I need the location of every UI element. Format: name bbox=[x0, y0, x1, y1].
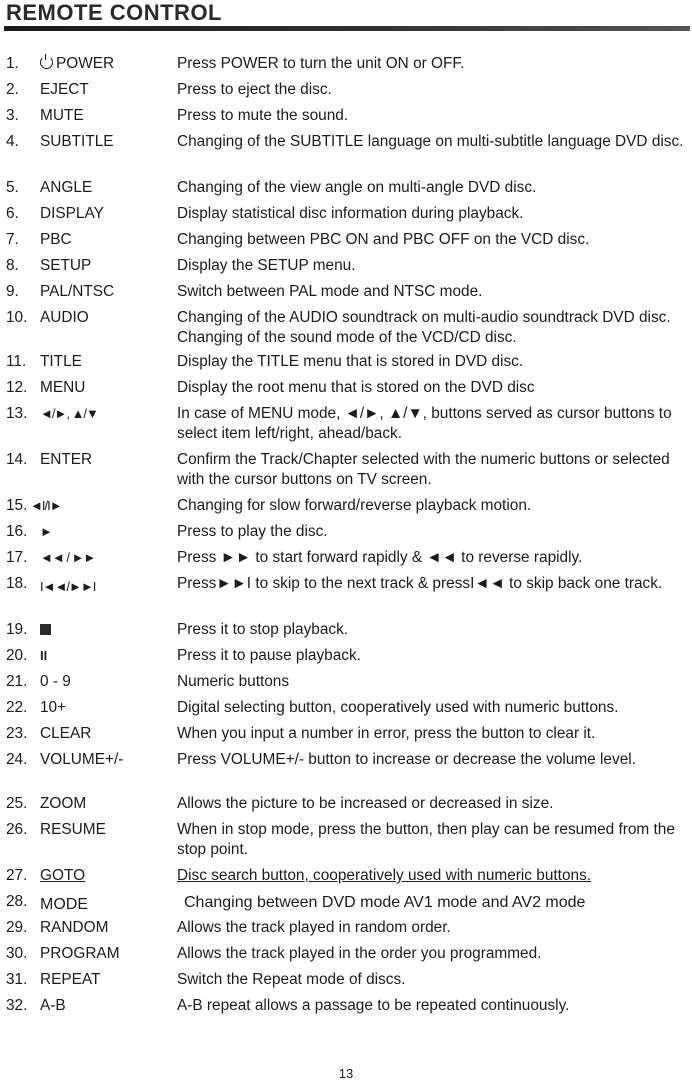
item-key: PBC bbox=[40, 231, 72, 248]
item-number: 19. bbox=[6, 621, 28, 638]
item-desc: Display the root menu that is stored on the DVD disc bbox=[177, 379, 535, 396]
title-rule bbox=[4, 26, 690, 31]
item-key: 10+ bbox=[40, 699, 67, 716]
item-desc: Press to mute the sound. bbox=[177, 107, 349, 124]
item-number: 4. bbox=[6, 133, 19, 150]
item-desc: When you input a number in error, press the button to clear it. bbox=[177, 725, 596, 742]
item-number: 18. bbox=[6, 575, 28, 592]
item-number: 24. bbox=[6, 751, 28, 768]
item-desc: Changing of the AUDIO soundtrack on multi-audio soundtrack DVD disc. Changing of the sound mode of the VCD/CD disc. bbox=[177, 309, 671, 346]
item-number: 30. bbox=[6, 945, 28, 962]
item-key bbox=[40, 54, 174, 74]
item-desc: Allows the picture to be increased or decreased in size. bbox=[177, 795, 554, 812]
item-number: 6. bbox=[6, 205, 19, 222]
item-desc: Changing between DVD mode AV1 mode and AV2 mode bbox=[184, 894, 586, 911]
item-desc: Changing of the SUBTITLE language on multi-subtitle language DVD disc. bbox=[177, 133, 684, 150]
item-number: 21. bbox=[6, 673, 28, 690]
item-desc: Press it to stop playback. bbox=[177, 621, 349, 638]
item-key-label: POWER bbox=[56, 55, 115, 72]
item-desc: Display the TITLE menu that is stored in DVD disc. bbox=[177, 353, 524, 370]
item-key: RANDOM bbox=[40, 919, 109, 936]
item-number: 12. bbox=[6, 379, 28, 396]
page-number: 13 bbox=[338, 1066, 354, 1081]
item-number: 22. bbox=[6, 699, 28, 716]
item-desc: Press it to pause playback. bbox=[177, 647, 361, 664]
item-key: RESUME bbox=[40, 821, 106, 838]
item-number: 16. bbox=[6, 523, 28, 540]
item-number: 13. bbox=[6, 405, 28, 422]
skip-track-icon: I◄◄/►►I bbox=[40, 579, 96, 594]
item-desc: Allows the track played in the order you programmed. bbox=[177, 945, 542, 962]
item-number: 7. bbox=[6, 231, 19, 248]
item-desc: Press POWER to turn the unit ON or OFF. bbox=[177, 55, 465, 72]
page-title: REMOTE CONTROL bbox=[6, 0, 222, 25]
item-number: 14. bbox=[6, 451, 28, 468]
item-number: 3. bbox=[6, 107, 19, 124]
item-desc: Changing for slow forward/reverse playback motion. bbox=[177, 497, 532, 514]
item-key: VOLUME+/- bbox=[40, 751, 124, 768]
item-number: 8. bbox=[6, 257, 19, 274]
item-desc: Disc search button, cooperatively used with numeric buttons. bbox=[177, 867, 592, 884]
slow-motion-icon: ◄I/I► bbox=[30, 498, 62, 513]
item-key: SUBTITLE bbox=[40, 133, 114, 150]
item-key: 0 - 9 bbox=[40, 673, 71, 690]
item-key: PROGRAM bbox=[40, 945, 120, 962]
item-key: MODE bbox=[40, 896, 88, 913]
item-key: CLEAR bbox=[40, 725, 92, 742]
item-number: 17. bbox=[6, 549, 28, 566]
item-desc: Display the SETUP menu. bbox=[177, 257, 356, 274]
item-desc: When in stop mode, press the button, then play can be resumed from the stop point. bbox=[177, 821, 675, 858]
item-desc: Press to play the disc. bbox=[177, 523, 328, 540]
pause-icon: II bbox=[40, 648, 48, 663]
item-key: AUDIO bbox=[40, 309, 89, 326]
item-key: SETUP bbox=[40, 257, 92, 274]
item-number: 5. bbox=[6, 179, 19, 196]
item-key: MUTE bbox=[40, 107, 84, 124]
item-key: EJECT bbox=[40, 81, 89, 98]
item-key: GOTO bbox=[40, 867, 86, 884]
item-number: 31. bbox=[6, 971, 28, 988]
fast-forward-rewind-icon: ◄◄ / ►► bbox=[40, 550, 96, 565]
power-icon bbox=[40, 56, 53, 69]
item-key: DISPLAY bbox=[40, 205, 104, 222]
item-number: 9. bbox=[6, 283, 19, 300]
item-key: PAL/NTSC bbox=[40, 283, 115, 300]
item-number: 10. bbox=[6, 309, 28, 326]
item-desc: A-B repeat allows a passage to be repeated continuously. bbox=[177, 997, 570, 1014]
item-desc: Press to eject the disc. bbox=[177, 81, 332, 98]
item-number: 23. bbox=[6, 725, 28, 742]
item-number: 2. bbox=[6, 81, 19, 98]
item-number: 11. bbox=[6, 353, 27, 370]
item-number: 26. bbox=[6, 821, 28, 838]
item-key: REPEAT bbox=[40, 971, 101, 988]
cursor-arrows-icon: ◄/►, ▲/▼ bbox=[40, 406, 98, 421]
item-number: 28. bbox=[6, 893, 28, 910]
item-key: ANGLE bbox=[40, 179, 93, 196]
item-desc: Switch between PAL mode and NTSC mode. bbox=[177, 283, 483, 300]
item-desc: Changing between PBC ON and PBC OFF on the VCD disc. bbox=[177, 231, 590, 248]
item-desc: Press ►► to start forward rapidly & ◄◄ to reverse rapidly. bbox=[177, 549, 583, 566]
item-key: ENTER bbox=[40, 451, 93, 468]
item-desc: Numeric buttons bbox=[177, 673, 290, 690]
item-key: TITLE bbox=[40, 353, 82, 370]
item-desc: Press►►I to skip to the next track & pressI◄◄ to skip back one track. bbox=[177, 575, 663, 592]
item-number: 32. bbox=[6, 997, 28, 1014]
item-number: 20. bbox=[6, 647, 28, 664]
item-key: MENU bbox=[40, 379, 86, 396]
item-desc: Press VOLUME+/- button to increase or decrease the volume level. bbox=[177, 751, 636, 768]
item-desc: Confirm the Track/Chapter selected with the numeric buttons or selected with the cursor buttons on TV screen. bbox=[177, 451, 670, 488]
item-key: A-B bbox=[40, 997, 66, 1014]
play-icon: ► bbox=[40, 524, 52, 539]
item-number: 29. bbox=[6, 919, 28, 936]
stop-icon bbox=[40, 624, 51, 635]
item-desc: Digital selecting button, cooperatively used with numeric buttons. bbox=[177, 699, 619, 716]
item-desc: Allows the track played in random order. bbox=[177, 919, 451, 936]
item-number: 27. bbox=[6, 867, 28, 884]
item-desc: Changing of the view angle on multi-angle DVD disc. bbox=[177, 179, 537, 196]
item-number: 1. bbox=[6, 55, 19, 72]
item-desc: In case of MENU mode, ◄/►, ▲/▼, buttons served as cursor buttons to select item left/right, ahead/back. bbox=[177, 405, 672, 442]
item-key: ZOOM bbox=[40, 795, 87, 812]
item-desc: Display statistical disc information during playback. bbox=[177, 205, 524, 222]
item-desc: Switch the Repeat mode of discs. bbox=[177, 971, 406, 988]
item-number: 25. bbox=[6, 795, 28, 812]
item-key bbox=[40, 620, 174, 640]
item-number: 15. bbox=[6, 497, 28, 514]
